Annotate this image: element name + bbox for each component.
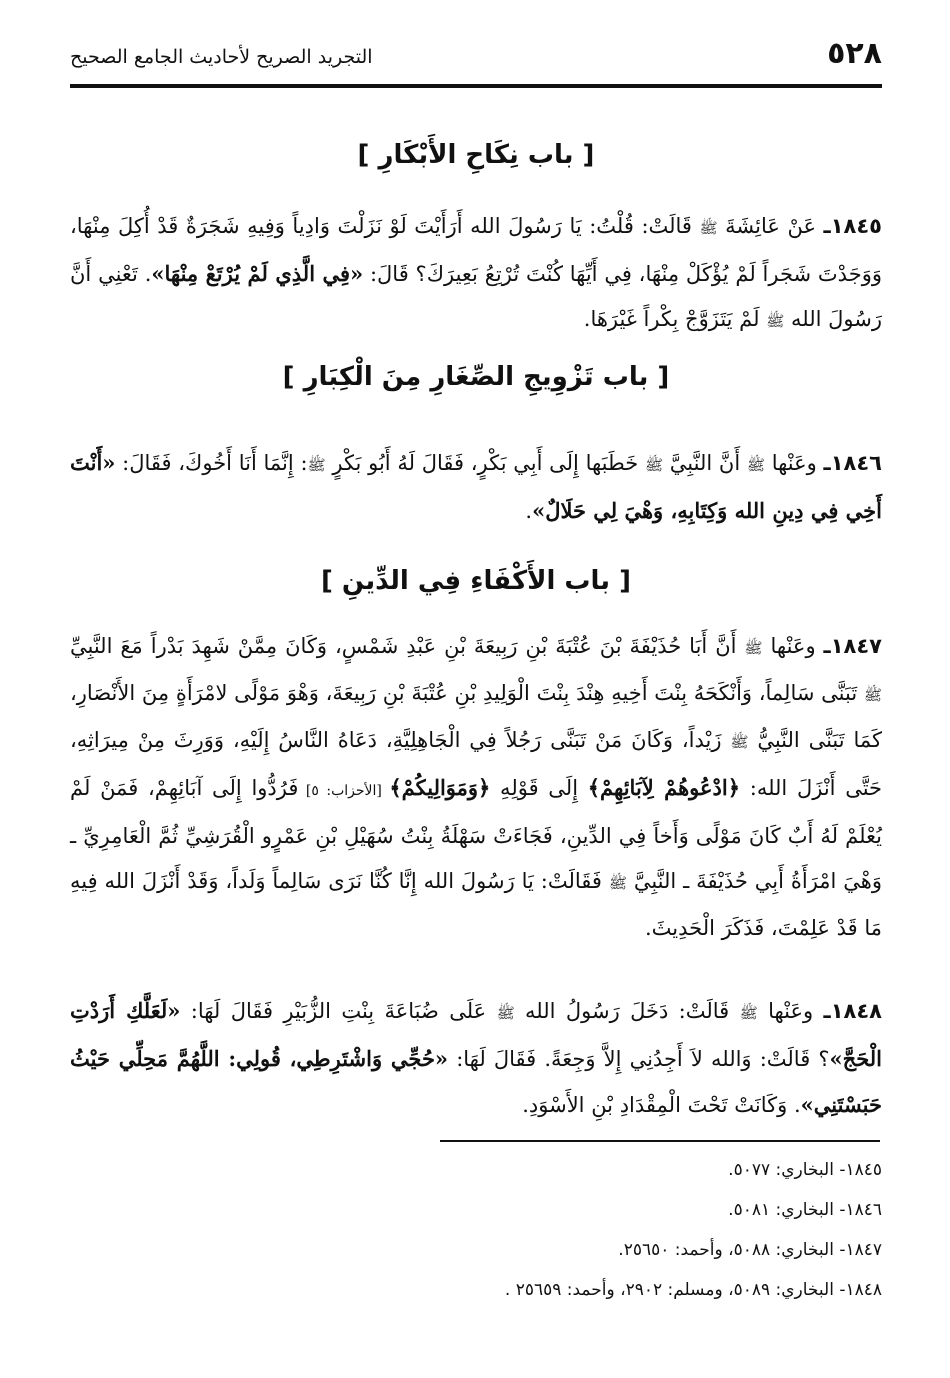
footnote-1848: ١٨٤٨- البخاري: ٥٠٨٩، ومسلم: ٢٩٠٢، وأحمد: ٢٥٦٥٩ .: [504, 1280, 882, 1300]
prophetic-quote: «فِي الَّذِي لَمْ يُرْتَعْ مِنْهَا»: [151, 261, 364, 286]
hadith-text: وعَنْها: [757, 999, 824, 1023]
prophetic-quote: «لَعَلَّكِ أَرَدْتِ الْحَجَّ»: [70, 998, 882, 1071]
hadith-text: قَالَتْ: قُلْتُ: يَا رَسُولَ الله أَرَأَيْتَ لَوْ نَزَلْتَ وَادِياً وَفِيهِ شَجَرَةٌ قَدْ أُكِلَ مِنْهَا، وَوَجَدْتَ شَجَراً لَمْ يُؤْكَلْ مِنْهَا، فِي أَيِّهَا كُنْتَ تُرْتِعُ بَعِيرَكَ؟ قَالَ:: [70, 214, 882, 286]
chapter-title-young-to-old: [ باب تَزْوِيجِ الصِّغَارِ مِنَ الْكِبَارِ ]: [282, 362, 670, 392]
running-title: التجريد الصريح لأحاديث الجامع الصحيح: [70, 46, 373, 68]
footnote-rule: [440, 1140, 880, 1142]
hadith-text: أَنَّ النَّبِيَّ: [663, 451, 747, 475]
honorific-mark: ﷺ: [766, 312, 785, 330]
honorific-mark: ﷺ: [644, 456, 664, 474]
chapter-title-equals-in-religion: [ باب الأَكْفَاءِ فِي الدِّينِ ]: [320, 566, 632, 596]
header-rule: [70, 84, 882, 88]
chapter-title-virgins: [ باب نِكَاحِ الأَبْكَارِ ]: [357, 140, 595, 170]
footnote-1847: ١٨٤٧- البخاري: ٥٠٨٨، وأحمد: ٢٥٦٥٠.: [618, 1240, 882, 1260]
hadith-text: وعَنْها: [765, 451, 824, 475]
hadith-text: إِلَى قَوْلِهِ: [490, 776, 588, 800]
hadith-text: عَلَى ضُبَاعَةَ بِنْتِ الزُّبَيْرِ فَقَالَ لَهَا:: [180, 999, 497, 1023]
hadith-text: فَقَالَتْ: يَا رَسُولَ الله إِنَّا كُنَّا نَرَى سَالِماً وَلَداً، وَقَدْ أَنْزَلَ الله فِيهِ مَا قَدْ عَلِمْتَ، فَذَكَرَ الْحَدِيثَ.: [70, 869, 882, 940]
hadith-1845: [70, 204, 882, 344]
page-number: ٥٢٨: [827, 36, 882, 71]
honorific-mark: ﷺ: [863, 686, 882, 704]
honorific-mark: ﷺ: [739, 1004, 758, 1022]
quran-quote: ﴿ادْعُوهُمْ لِآبَائِهِمْ﴾: [587, 775, 741, 800]
honorific-mark: ﷺ: [699, 219, 718, 237]
hadith-text: وعَنْها: [762, 634, 824, 658]
footnote-1846: ١٨٤٦- البخاري: ٥٠٨١.: [728, 1200, 882, 1220]
hadith-text: : إِنَّمَا أَنَا أَخُوكَ، فَقَالَ:: [115, 451, 308, 475]
hadith-text: قَالَتْ: دَخَلَ رَسُولُ الله: [514, 999, 740, 1023]
hadith-text: تَبَنَّى سَالِماً، وَأَنْكَحَهُ بِنْتَ أَخِيهِ هِنْدَ بِنْتَ الْوَلِيدِ بْنِ عُتْبَةَ بْنِ رَبِيعَةَ، وَهْوَ مَوْلًى لامْرَأَةٍ مِنَ الأَنْصَارِ، كَمَا تَبَنَّى النَّبِيُّ: [70, 681, 882, 752]
prophetic-quote: «حُجِّي وَاشْتَرِطِي، قُولِي: اللَّهُمَّ مَحِلِّي حَيْثُ حَبَسْتَنِي»: [70, 1046, 882, 1117]
hadith-text: فَرُدُّوا إِلَى آبَائِهِمْ، فَمَنْ لَمْ يُعْلَمْ لَهُ أَبٌ كَانَ مَوْلًى وَأَخاً فِي الدِّينِ، فَجَاءَتْ سَهْلَةُ بِنْتُ سُهَيْلِ بْنِ عَمْرٍو الْقُرَشِيِّ ثُمَّ الْعَامِرِيِّ ـ وَهْيَ امْرَأَةُ أَبِي حُذَيْفَةَ ـ النَّبِيَّ: [70, 776, 882, 893]
hadith-text: . وَكَانَتْ تَحْتَ الْمِقْدَادِ بْنِ الأَسْوَدِ.: [522, 1093, 801, 1117]
prophetic-quote: «أَنْتَ أَخِي فِي دِينِ الله وَكِتَابِهِ، وَهْيَ لِي حَلَالٌ»: [70, 450, 882, 523]
hadith-text: .: [525, 499, 533, 523]
quran-quote: ﴿وَمَوَالِيكُمْ﴾: [389, 775, 491, 800]
hadith-text: زَيْداً، وَكَانَ مَنْ تَبَنَّى رَجُلاً فِي الْجَاهِلِيَّةِ، دَعَاهُ النَّاسُ إِلَيْهِ، وَوَرِثَ مِنْ مِيرَاثِهِ، حَتَّى أَنْزَلَ الله:: [70, 728, 883, 800]
hadith-text: ؟ قَالَتْ: وَالله لاَ أَجِدُنِي إِلاَّ وَجِعَةً. فَقَالَ لَهَا:: [448, 1047, 830, 1071]
hadith-text: خَطَبَها إِلَى أَبِي بَكْرٍ، فَقَالَ لَهُ أَبُو بَكْرٍ: [325, 451, 645, 475]
hadith-text: لَمْ يَتَزَوَّجْ بِكْراً غَيْرَهَا.: [583, 307, 767, 331]
footnotes: [70, 1150, 882, 1310]
hadith-text: . تَعْنِي أَنَّ رَسُولَ الله: [70, 262, 882, 331]
honorific-mark: ﷺ: [496, 1004, 515, 1022]
honorific-mark: ﷺ: [730, 733, 749, 751]
hadith-text: عَنْ عَائِشَةَ: [717, 214, 824, 238]
hadith-number: ١٨٤٦ـ: [823, 451, 882, 475]
page-header: [70, 36, 882, 84]
hadith-number: ١٨٤٥ـ: [823, 214, 882, 238]
hadith-number: ١٨٤٧ـ: [823, 634, 883, 658]
hadith-text: أَنَّ أَبَا حُذَيْفَةَ بْنَ عُتْبَةَ بْنِ رَبِيعَةَ بْنِ عَبْدِ شَمْسٍ، وَكَانَ مِمَّنْ شَهِدَ بَدْراً مَعَ النَّبِيِّ: [70, 634, 745, 658]
footnote-1845: ١٨٤٥- البخاري: ٥٠٧٧.: [728, 1160, 882, 1180]
hadith-1848: [70, 988, 882, 1128]
honorific-mark: ﷺ: [744, 639, 763, 657]
hadith-1847: [70, 624, 882, 951]
hadith-number: ١٨٤٨ـ: [823, 999, 882, 1023]
hadith-1846: [70, 440, 882, 534]
honorific-mark: ﷺ: [307, 456, 326, 474]
honorific-mark: ﷺ: [608, 874, 627, 892]
honorific-mark: ﷺ: [746, 456, 765, 474]
quran-reference: [الأحزاب: ٥]: [298, 783, 390, 799]
